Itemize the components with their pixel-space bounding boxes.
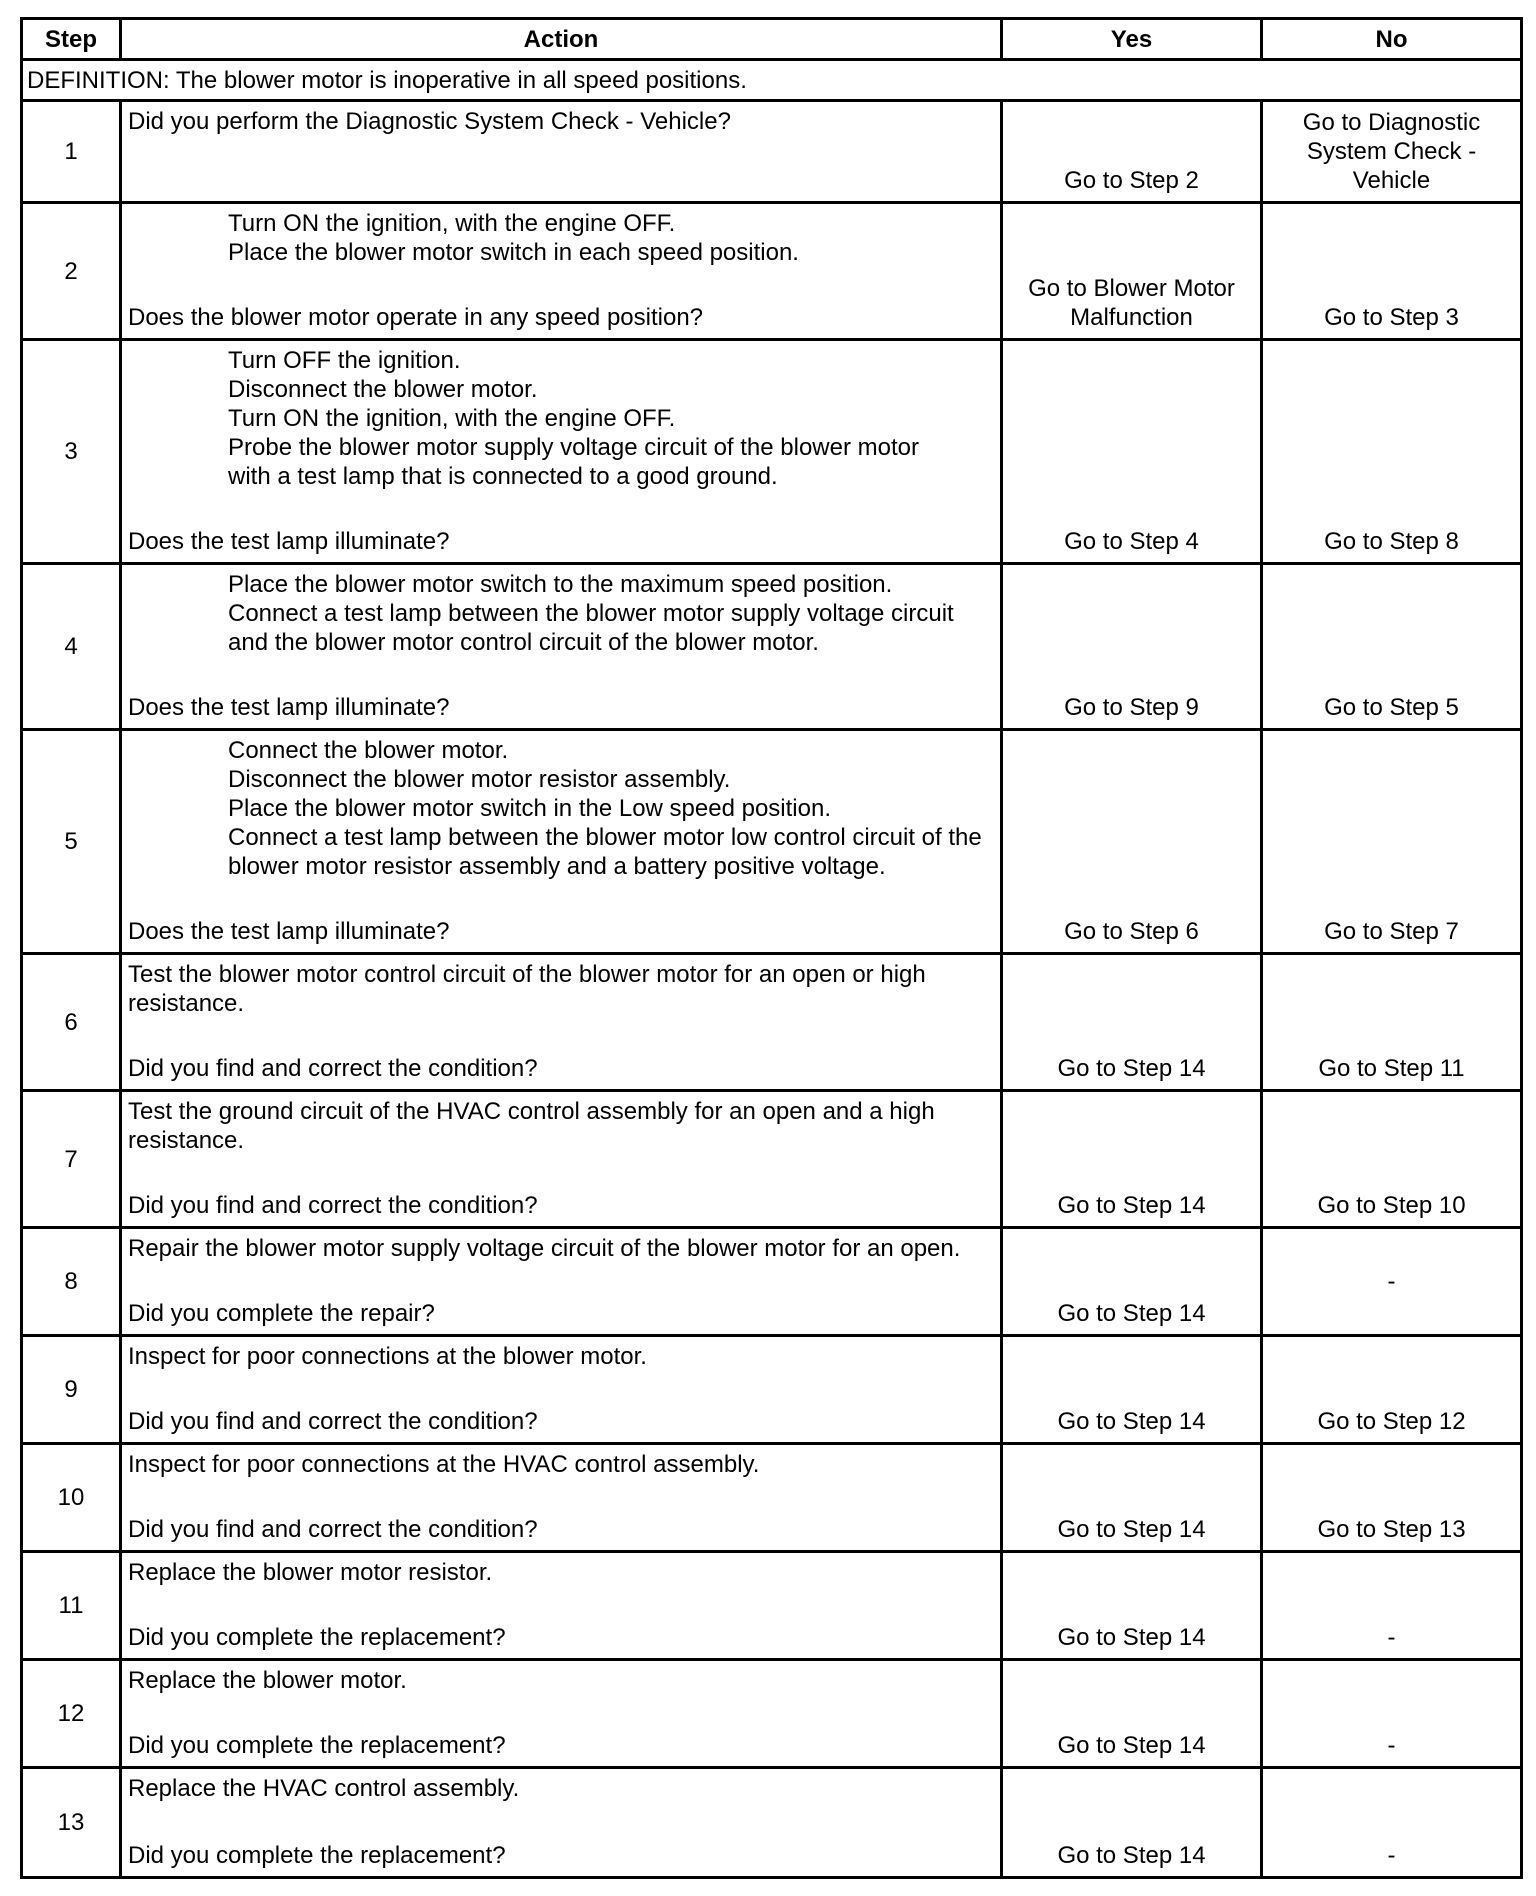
instruction-list xyxy=(128,346,994,491)
step-number: 4 xyxy=(22,564,121,730)
yes-cell: Go to Step 14 xyxy=(1002,1091,1262,1228)
action-question: Does the test lamp illuminate? xyxy=(128,528,450,555)
yes-cell: Go to Step 14 xyxy=(1002,1336,1262,1444)
action-cell xyxy=(121,564,1002,730)
step-number: 5 xyxy=(22,730,121,954)
instruction-line: Turn ON the ignition, with the engine OFF. xyxy=(228,210,676,237)
step-number: 12 xyxy=(22,1660,121,1768)
action-question: Did you complete the replacement? xyxy=(128,1732,506,1759)
action-question: Does the blower motor operate in any speed position? xyxy=(128,304,704,331)
action-cell xyxy=(121,1768,1002,1878)
step-number: 6 xyxy=(22,954,121,1091)
no-cell: Go to Step 12 xyxy=(1262,1336,1522,1444)
no-cell: Go to Step 5 xyxy=(1262,564,1522,730)
action-question: Did you find and correct the condition? xyxy=(128,1192,538,1219)
no-cell: Go to Step 13 xyxy=(1262,1444,1522,1552)
yes-cell: Go to Step 9 xyxy=(1002,564,1262,730)
table-row xyxy=(22,1768,1522,1878)
table-row xyxy=(22,101,1522,203)
action-intro: Inspect for poor connections at the blower motor. xyxy=(128,1343,647,1370)
no-cell: - xyxy=(1262,1768,1522,1878)
instruction-line: Disconnect the blower motor resistor assembly. xyxy=(228,766,731,793)
yes-cell: Go to Step 14 xyxy=(1002,1228,1262,1336)
yes-cell: Go to Blower Motor Malfunction xyxy=(1002,203,1262,340)
action-cell xyxy=(121,1228,1002,1336)
instruction-list xyxy=(128,570,994,657)
table-row xyxy=(22,1444,1522,1552)
yes-cell: Go to Step 4 xyxy=(1002,340,1262,564)
instruction-line: Place the blower motor switch in the Low speed position. xyxy=(228,795,831,822)
instruction-line: Probe the blower motor supply voltage circuit of the blower motor with a test lamp that is connected to a good ground. xyxy=(228,434,919,490)
action-cell xyxy=(121,340,1002,564)
action-question: Did you find and correct the condition? xyxy=(128,1516,538,1543)
instruction-line: Turn ON the ignition, with the engine OFF. xyxy=(228,405,676,432)
action-cell xyxy=(121,1091,1002,1228)
definition-text: DEFINITION: The blower motor is inoperative in all speed positions. xyxy=(22,60,1522,101)
instruction-line: Turn OFF the ignition. xyxy=(228,347,461,374)
action-cell xyxy=(121,1552,1002,1660)
instruction-line: Disconnect the blower motor. xyxy=(228,376,538,403)
definition-row xyxy=(22,60,1522,101)
no-cell: Go to Step 3 xyxy=(1262,203,1522,340)
instruction-line: Connect a test lamp between the blower motor supply voltage circuit and the blower motor control circuit of the blower motor. xyxy=(228,600,954,656)
table-row xyxy=(22,1660,1522,1768)
step-number: 3 xyxy=(22,340,121,564)
action-cell xyxy=(121,101,1002,203)
table-row xyxy=(22,1336,1522,1444)
table-row xyxy=(22,954,1522,1091)
table-row xyxy=(22,1552,1522,1660)
table-row xyxy=(22,203,1522,340)
step-number: 11 xyxy=(22,1552,121,1660)
table-row xyxy=(22,1091,1522,1228)
yes-cell: Go to Step 2 xyxy=(1002,101,1262,203)
action-question: Did you find and correct the condition? xyxy=(128,1055,538,1082)
step-number: 9 xyxy=(22,1336,121,1444)
step-number: 8 xyxy=(22,1228,121,1336)
instruction-line: Place the blower motor switch to the maximum speed position. xyxy=(228,571,893,598)
header-row xyxy=(22,19,1522,60)
action-cell xyxy=(121,1444,1002,1552)
table-row xyxy=(22,340,1522,564)
action-intro: Inspect for poor connections at the HVAC control assembly. xyxy=(128,1451,760,1478)
step-number: 10 xyxy=(22,1444,121,1552)
step-number: 13 xyxy=(22,1768,121,1878)
action-cell xyxy=(121,203,1002,340)
action-question: Did you complete the replacement? xyxy=(128,1624,506,1651)
action-intro: Test the ground circuit of the HVAC control assembly for an open and a high resistance. xyxy=(128,1098,935,1154)
instruction-line: Connect the blower motor. xyxy=(228,737,509,764)
no-cell: - xyxy=(1262,1552,1522,1660)
no-cell: Go to Step 7 xyxy=(1262,730,1522,954)
action-intro: Test the blower motor control circuit of the blower motor for an open or high resistance. xyxy=(128,961,926,1017)
yes-cell: Go to Step 14 xyxy=(1002,1768,1262,1878)
header-step: Step xyxy=(22,19,121,60)
action-intro: Replace the HVAC control assembly. xyxy=(128,1775,520,1802)
action-intro: Replace the blower motor. xyxy=(128,1667,407,1694)
no-cell: - xyxy=(1262,1660,1522,1768)
no-cell: - xyxy=(1262,1228,1522,1336)
header-yes: Yes xyxy=(1002,19,1262,60)
table-row xyxy=(22,1228,1522,1336)
yes-cell: Go to Step 14 xyxy=(1002,1444,1262,1552)
step-number: 7 xyxy=(22,1091,121,1228)
action-question: Does the test lamp illuminate? xyxy=(128,694,450,721)
header-no: No xyxy=(1262,19,1522,60)
action-cell xyxy=(121,730,1002,954)
instruction-line: Place the blower motor switch in each speed position. xyxy=(228,239,799,266)
action-cell xyxy=(121,1660,1002,1768)
yes-cell: Go to Step 14 xyxy=(1002,1660,1262,1768)
instruction-list xyxy=(128,736,994,881)
no-cell: Go to Step 8 xyxy=(1262,340,1522,564)
instruction-list xyxy=(128,209,994,267)
table-row xyxy=(22,564,1522,730)
no-cell: Go to Diagnostic System Check - Vehicle xyxy=(1262,101,1522,203)
action-intro: Repair the blower motor supply voltage circuit of the blower motor for an open. xyxy=(128,1235,961,1262)
action-question: Did you complete the replacement? xyxy=(128,1842,506,1869)
no-cell: Go to Step 11 xyxy=(1262,954,1522,1091)
action-cell xyxy=(121,954,1002,1091)
header-action: Action xyxy=(121,19,1002,60)
action-intro: Did you perform the Diagnostic System Check - Vehicle? xyxy=(128,108,731,135)
instruction-line: Connect a test lamp between the blower motor low control circuit of the blower motor resistor assembly and a battery positive voltage. xyxy=(228,824,982,880)
no-cell: Go to Step 10 xyxy=(1262,1091,1522,1228)
yes-cell: Go to Step 14 xyxy=(1002,1552,1262,1660)
table-row xyxy=(22,730,1522,954)
yes-cell: Go to Step 14 xyxy=(1002,954,1262,1091)
diagnostic-table xyxy=(20,17,1523,1879)
step-number: 1 xyxy=(22,101,121,203)
action-question: Does the test lamp illuminate? xyxy=(128,918,450,945)
action-question: Did you find and correct the condition? xyxy=(128,1408,538,1435)
action-intro: Replace the blower motor resistor. xyxy=(128,1559,493,1586)
yes-cell: Go to Step 6 xyxy=(1002,730,1262,954)
action-cell xyxy=(121,1336,1002,1444)
action-question: Did you complete the repair? xyxy=(128,1300,435,1327)
step-number: 2 xyxy=(22,203,121,340)
